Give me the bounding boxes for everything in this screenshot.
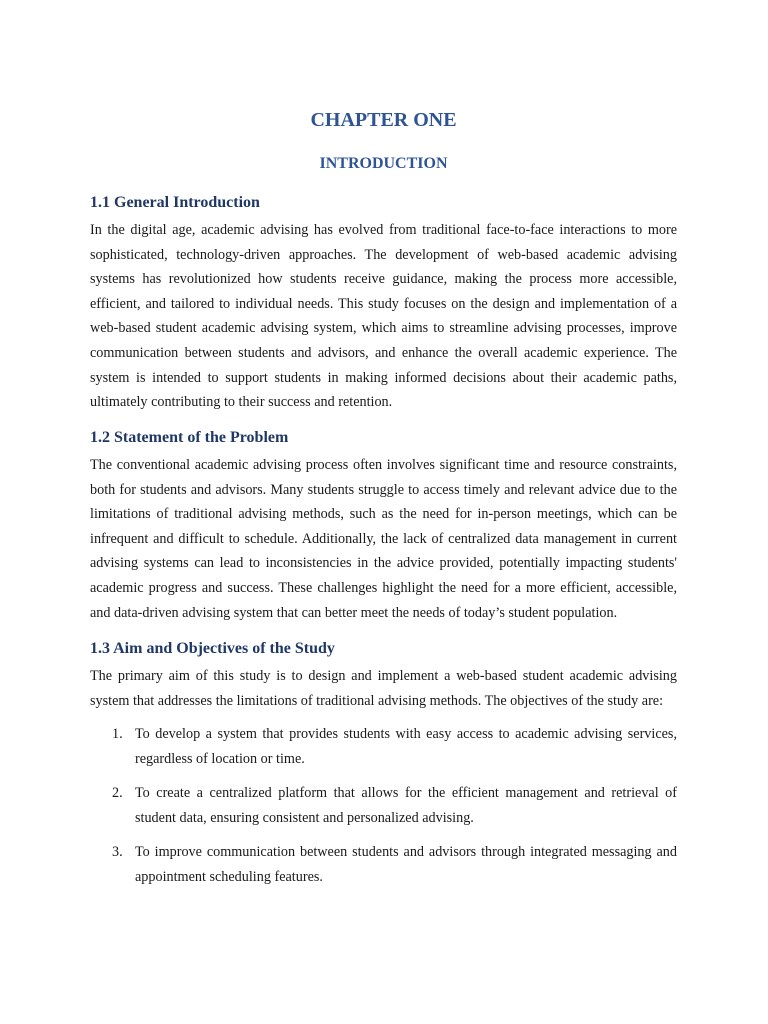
list-item-text: To create a centralized platform that allows for the efficient management and retrieval of student data, ensuring consistent and personalized advising.: [135, 785, 677, 826]
chapter-title: CHAPTER ONE: [310, 109, 457, 131]
list-item: [90, 781, 677, 830]
section-body-aim-and-objectives: The primary aim of this study is to design and implement a web-based student academic advising system that addresses the limitations of traditional advising methods. The objectives of the study are:: [90, 668, 677, 709]
list-item-text: To develop a system that provides students with easy access to academic advising services, regardless of location or time.: [135, 726, 677, 767]
section-heading-aim-and-objectives: 1.3 Aim and Objectives of the Study: [90, 640, 335, 657]
list-item-number: 2.: [112, 785, 123, 802]
section-heading-statement-of-problem: 1.2 Statement of the Problem: [90, 429, 289, 446]
list-item: [90, 840, 677, 889]
section-body-general-introduction: In the digital age, academic advising has evolved from traditional face-to-face interactions to more sophisticated, technology-driven approaches. The development of web-based academic advising systems has revolutionized how students receive guidance, making the process more accessible, efficient, and tailored to individual needs. This study focuses on the design and implementation of a web-based student academic advising system, which aims to streamline advising processes, improve communication between students and advisors, and enhance the overall academic experience. The system is intended to support students in making informed decisions about their academic paths, ultimately contributing to their success and retention.: [90, 222, 677, 411]
list-item: [90, 722, 677, 771]
chapter-subtitle: INTRODUCTION: [319, 155, 448, 172]
section-heading-general-introduction: 1.1 General Introduction: [90, 194, 260, 211]
list-item-text: To improve communication between students and advisors through integrated messaging and appointment scheduling features.: [135, 844, 677, 885]
list-item-number: 3.: [112, 844, 123, 861]
list-item-number: 1.: [112, 726, 123, 742]
objectives-list: [90, 722, 677, 900]
section-body-statement-of-problem: The conventional academic advising process often involves significant time and resource constraints, both for students and advisors. Many students struggle to access timely and relevant advice due to the limitations of traditional advising methods, such as the need for in-person meetings, which can be infrequent and difficult to schedule. Additionally, the lack of centralized data management in current advising systems can lead to inconsistencies in the advice provided, potentially impacting students' academic progress and success. These challenges highlight the need for a more efficient, accessible, and data-driven advising system that can better meet the needs of today’s student population.: [90, 457, 677, 621]
